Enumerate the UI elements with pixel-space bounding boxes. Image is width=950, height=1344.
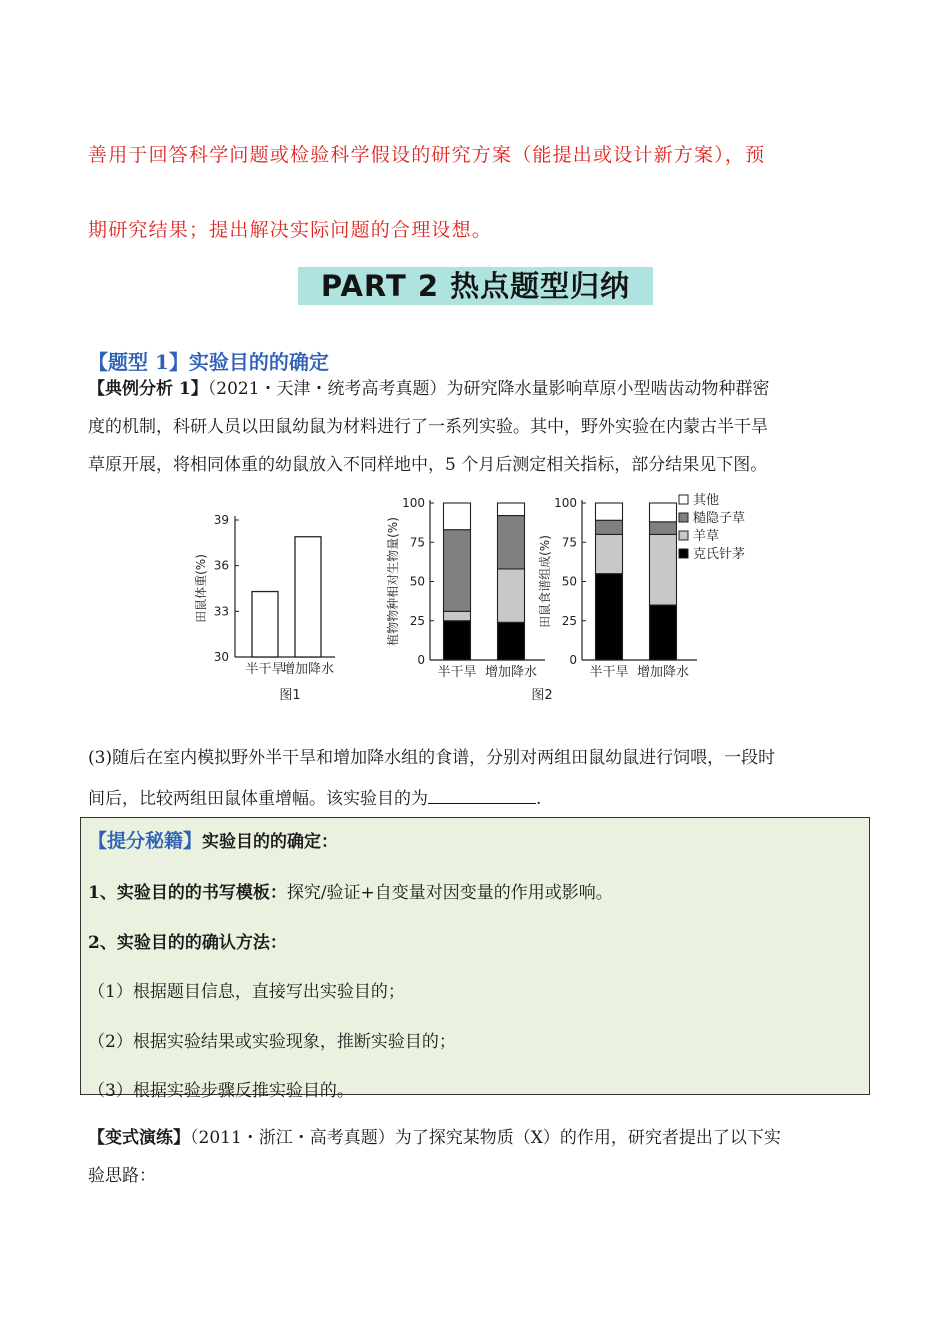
tips-sub-1: （1）根据题目信息，直接写出实验目的；	[88, 982, 405, 1002]
chart-2-segment	[444, 530, 471, 612]
chart-2-segment	[498, 569, 525, 622]
example-line-1	[88, 381, 770, 398]
chart-3-y-tick-label: 75	[561, 535, 577, 550]
chart-2-segment	[498, 622, 525, 660]
part-banner-title: PART 2 热点题型归纳	[320, 269, 631, 303]
chart-3-segment	[596, 503, 623, 520]
tips-box	[80, 817, 870, 1095]
tips-title-text: 实验目的的确定：	[202, 832, 339, 852]
chart-2-y-label: 植物物种相对生物量(%)	[386, 517, 400, 646]
chart-3-segment	[650, 605, 677, 660]
chart-1-y-tick-label: 30	[213, 650, 229, 664]
legend-label: 糙隐子草	[693, 511, 746, 526]
chart-3-y-label: 田鼠食谱组成(%)	[538, 535, 552, 628]
chart-2-segment	[444, 621, 471, 660]
chart-3-y-tick-label: 0	[569, 653, 577, 667]
chart-2-category-label: 增加降水	[484, 665, 538, 680]
chart-3-segment	[650, 534, 677, 605]
legend-swatch	[679, 549, 688, 558]
intro-line-2: 期研究结果；提出解决实际问题的合理设想。	[88, 219, 493, 241]
chart-legend	[679, 492, 745, 562]
chart-2-y-tick-label: 75	[409, 535, 425, 550]
chart-1-category-label: 半干旱	[245, 662, 285, 677]
chart-3-category-label: 半干旱	[589, 665, 629, 680]
chart-1-category-label: 增加降水	[281, 662, 335, 677]
legend-swatch	[679, 531, 688, 540]
chart-1-bar	[252, 592, 278, 657]
legend-swatch	[679, 513, 688, 522]
legend-label: 羊草	[693, 529, 720, 544]
chart-3-category-label: 增加降水	[636, 665, 690, 680]
chart-3-y-tick-label: 25	[561, 613, 577, 628]
tips-sub-3: （3）根据实验步骤反推实验目的。	[88, 1081, 354, 1101]
chart-2-segment	[444, 503, 471, 530]
example-line-3: 草原开展，将相同体重的幼鼠放入不同样地中，5 个月后测定相关指标，部分结果见下图。	[88, 455, 768, 475]
example-line-1-text: （2021・天津・统考高考真题）为研究降水量影响草原小型啮齿动物种群密	[207, 379, 770, 399]
question-line-2-end: .	[536, 789, 542, 809]
variant-label: 【变式演练】	[88, 1128, 190, 1148]
chart-3-segment	[596, 520, 623, 534]
example-line-2: 度的机制，科研人员以田鼠幼鼠为材料进行了一系列实验。其中，野外实验在内蒙古半干旱	[88, 417, 768, 437]
chart-2-segment	[498, 503, 525, 516]
question-line-1: (3)随后在室内模拟野外半干旱和增加降水组的食谱，分别对两组田鼠幼鼠进行饲喂，一段时	[88, 748, 776, 768]
tips-sub-2: （2）根据实验结果或实验现象，推断实验目的；	[88, 1032, 456, 1052]
figure-2-caption: 图2	[531, 688, 553, 703]
chart-2-category-label: 半干旱	[437, 665, 477, 680]
intro-line-1: 善用于回答科学问题或检验科学假设的研究方案（能提出或设计新方案），预	[88, 144, 766, 166]
tips-item-1-text: 探究/验证+自变量对因变量的作用或影响。	[286, 883, 613, 903]
tips-title: 【提分秘籍】	[88, 830, 203, 852]
legend-swatch	[679, 495, 688, 504]
variant-line-1	[88, 1130, 781, 1147]
chart-1-bar	[295, 537, 321, 657]
tips-item-2: 2、实验目的的确认方法：	[88, 933, 287, 953]
chart-3-y-tick-label: 100	[554, 496, 577, 510]
figure-1-caption: 图1	[279, 688, 301, 703]
chart-1-y-tick-label: 39	[213, 513, 229, 527]
chart-2-segment	[498, 516, 525, 569]
section-heading: 【题型 1】实验目的的确定	[88, 350, 329, 374]
chart-3-segment	[650, 503, 677, 522]
chart-2-y-tick-label: 25	[409, 613, 425, 628]
chart-2-segment	[444, 611, 471, 620]
question-line-2-text: 间后，比较两组田鼠体重增幅。该实验目的为	[88, 789, 428, 809]
tips-item-1-heading: 1、实验目的的书写模板：	[88, 883, 287, 903]
chart-3-y-tick-label: 50	[561, 574, 577, 589]
variant-line-2: 验思路：	[88, 1166, 156, 1186]
tips-item-1	[88, 878, 613, 903]
legend-label: 克氏针茅	[693, 547, 746, 562]
legend-label: 其他	[693, 493, 720, 508]
chart-3-segment	[650, 522, 677, 535]
question-line-2	[88, 788, 541, 808]
chart-2-plant-biomass	[385, 496, 545, 680]
chart-1-y-tick-label: 36	[213, 558, 229, 573]
chart-3-diet-composition	[537, 496, 697, 680]
chart-2-y-tick-label: 50	[409, 574, 425, 589]
chart-2-y-tick-label: 100	[402, 496, 425, 510]
chart-3-segment	[596, 574, 623, 660]
answer-blank[interactable]	[428, 788, 536, 804]
tips-title-line	[88, 826, 338, 853]
chart-2-y-tick-label: 0	[417, 653, 425, 667]
variant-line-1-text: （2011・浙江・高考真题）为了探究某物质（X）的作用，研究者提出了以下实	[190, 1128, 781, 1148]
chart-1-y-tick-label: 33	[213, 604, 229, 619]
example-label: 【典例分析 1】	[88, 379, 208, 399]
chart-3-segment	[596, 534, 623, 573]
figure-charts	[190, 490, 760, 705]
chart-1-y-label: 田鼠体重(%)	[194, 554, 208, 623]
chart-1-body-weight	[193, 513, 335, 677]
